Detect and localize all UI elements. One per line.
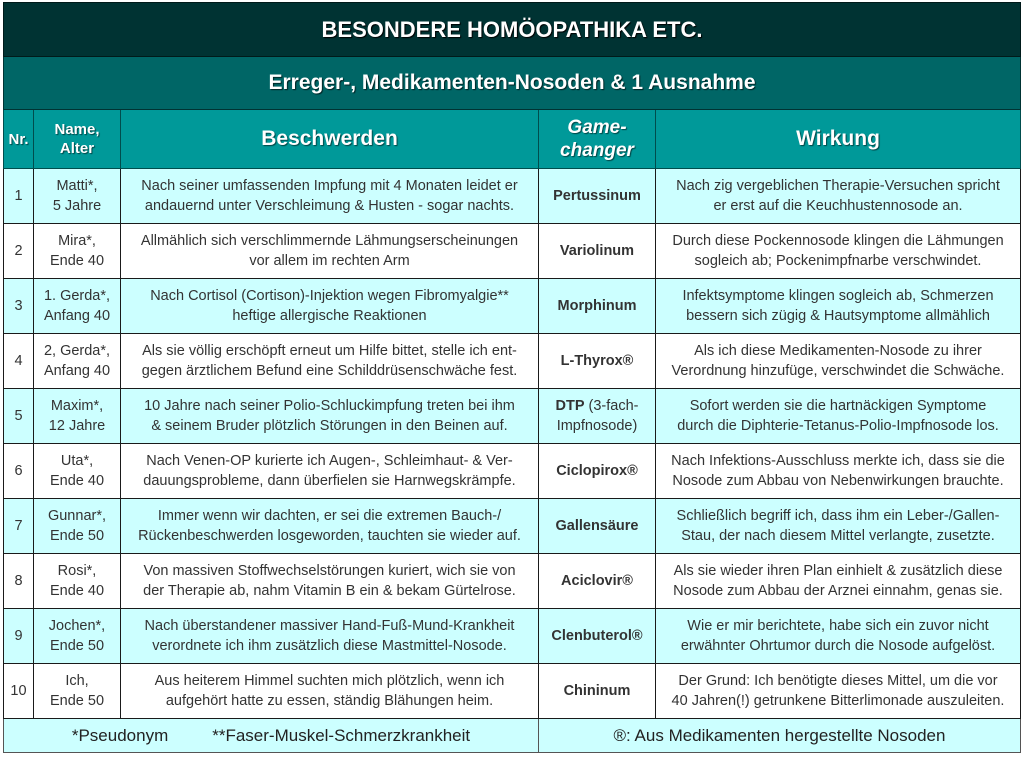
patient-age: Ende 50 xyxy=(49,638,105,654)
effect-line: durch die Diphterie-Tetanus-Polio-Impfnosode los. xyxy=(677,418,999,434)
effect-line: Wie er mir berichtete, habe sich ein zuvor nicht xyxy=(687,618,989,634)
patient-age: Ende 40 xyxy=(49,473,105,489)
cell-effect xyxy=(656,609,1021,664)
patient-age: Anfang 40 xyxy=(43,363,111,379)
complaint-line: Nach seiner umfassenden Impfung mit 4 Monaten leidet er xyxy=(141,178,518,194)
cell-effect xyxy=(656,664,1021,719)
table-row xyxy=(4,279,1021,334)
cell-remedy xyxy=(539,389,656,444)
cell-name-age xyxy=(34,334,121,389)
effect-line: Infektsymptome klingen sogleich ab, Schmerzen xyxy=(682,288,994,304)
cell-name-age xyxy=(34,444,121,499)
complaint-line: Immer wenn wir dachten, er sei die extremen Bauch-/ xyxy=(157,508,502,524)
patient-name: Uta*, xyxy=(60,453,94,469)
footnote-left xyxy=(4,719,539,753)
remedy-name: Ciclopirox® xyxy=(556,463,638,479)
effect-line: 40 Jahren(!) getrunkene Bitterlimonade auszuleiten. xyxy=(671,693,1005,709)
cell-nr: 2 xyxy=(4,224,34,279)
column-header-name-age xyxy=(34,110,121,169)
cell-nr: 1 xyxy=(4,169,34,224)
complaint-line: dauungsprobleme, dann überfielen sie Harnwegskrämpfe. xyxy=(143,473,516,489)
column-header-gamechanger xyxy=(539,110,656,169)
remedy-name: DTP xyxy=(555,398,585,414)
title-row xyxy=(4,3,1021,57)
cell-effect xyxy=(656,499,1021,554)
effect-line: Nach Infektions-Ausschluss merkte ich, dass sie die xyxy=(671,453,1005,469)
column-header-gamechanger-line1: Game- xyxy=(567,117,627,138)
table-subtitle: Erreger-, Medikamenten-Nosoden & 1 Ausnahme xyxy=(4,57,1021,110)
effect-line: sogleich ab; Pockenimpfnarbe verschwindet. xyxy=(694,253,982,269)
cell-remedy xyxy=(539,609,656,664)
effect-line: Nosode zum Abbau von Nebenwirkungen brauchte. xyxy=(672,473,1004,489)
footnote-pseudonym: *Pseudonym xyxy=(71,725,169,745)
cell-complaint xyxy=(121,169,539,224)
effect-line: bessern sich zügig & Hautsymptome allmählich xyxy=(686,308,990,324)
subtitle-row xyxy=(4,57,1021,110)
column-header-age: Alter xyxy=(59,140,95,157)
cell-complaint xyxy=(121,499,539,554)
patient-name: Mira*, xyxy=(58,233,96,249)
column-header-nr: Nr. xyxy=(4,110,34,169)
effect-line: Nosode zum Abbau der Arznei einnahm, genas sie. xyxy=(673,583,1003,599)
cell-effect xyxy=(656,334,1021,389)
patient-age: Ende 40 xyxy=(49,253,105,269)
cell-remedy xyxy=(539,664,656,719)
cell-nr: 9 xyxy=(4,609,34,664)
cell-name-age xyxy=(34,224,121,279)
effect-line: Sofort werden sie die hartnäckigen Symptome xyxy=(689,398,987,414)
patient-age: 5 Jahre xyxy=(52,198,102,214)
cell-remedy xyxy=(539,499,656,554)
remedy-name: Variolinum xyxy=(559,243,635,259)
effect-line: Verordnung hinzufüge, verschwindet die Schwäche. xyxy=(671,363,1005,379)
patient-age: Anfang 40 xyxy=(43,308,111,324)
table-row xyxy=(4,444,1021,499)
complaint-line: & seinem Bruder plötzlich Störungen in den Beinen auf. xyxy=(151,418,508,434)
column-header-row xyxy=(4,110,1021,169)
cell-effect xyxy=(656,554,1021,609)
table-row xyxy=(4,664,1021,719)
column-header-gamechanger-line2: changer xyxy=(560,140,634,161)
table-row xyxy=(4,554,1021,609)
patient-name: Rosi*, xyxy=(57,563,97,579)
remedy-name: Chininum xyxy=(563,683,631,699)
cell-remedy xyxy=(539,224,656,279)
remedy-extra-2: Impfnosode) xyxy=(556,418,638,434)
cell-effect xyxy=(656,279,1021,334)
patient-age: 12 Jahre xyxy=(48,418,106,434)
complaint-line: Als sie völlig erschöpft erneut um Hilfe bittet, stelle ich ent- xyxy=(142,343,517,359)
effect-line: Stau, der nach diesem Mittel verlangte, zusetzte. xyxy=(681,528,995,544)
effect-line: er erst auf die Keuchhustennosode an. xyxy=(713,198,963,214)
patient-name: Matti*, xyxy=(56,178,98,194)
cell-nr: 7 xyxy=(4,499,34,554)
patient-name: 1. Gerda*, xyxy=(43,288,111,304)
table-title: BESONDERE HOMÖOPATHIKA ETC. xyxy=(4,3,1021,57)
patient-age: Ende 50 xyxy=(49,528,105,544)
remedy-name: Pertussinum xyxy=(553,188,641,204)
cell-remedy xyxy=(539,169,656,224)
remedy-name: Gallensäure xyxy=(555,518,639,534)
table-row xyxy=(4,609,1021,664)
complaint-line: vor allem im rechten Arm xyxy=(249,253,410,269)
complaint-line: Allmählich sich verschlimmernde Lähmungserscheinungen xyxy=(140,233,519,249)
complaint-line: heftige allergische Reaktionen xyxy=(232,308,427,324)
complaint-line: gegen ärztlichem Befund eine Schilddrüsenschwäche fest. xyxy=(141,363,518,379)
cell-effect xyxy=(656,224,1021,279)
column-header-complaints: Beschwerden xyxy=(121,110,539,169)
cell-remedy xyxy=(539,279,656,334)
remedy-name: L-Thyrox® xyxy=(560,353,634,369)
cell-name-age xyxy=(34,169,121,224)
effect-line: Nach zig vergeblichen Therapie-Versuchen spricht xyxy=(676,178,1000,194)
cell-nr: 10 xyxy=(4,664,34,719)
cell-effect xyxy=(656,444,1021,499)
table-row xyxy=(4,389,1021,444)
remedy-name: Aciclovir® xyxy=(561,573,633,589)
cell-name-age xyxy=(34,279,121,334)
complaint-line: andauernd unter Verschleimung & Husten - sogar nachts. xyxy=(144,198,515,214)
complaint-line: aufgehört hatte zu essen, ständig Blähungen heim. xyxy=(165,693,494,709)
cell-nr: 5 xyxy=(4,389,34,444)
footnote-fibromyalgia: **Faser-Muskel-Schmerzkrankheit xyxy=(212,725,471,745)
remedy-name: Morphinum xyxy=(557,298,637,314)
effect-line: erwähnter Ohrtumor durch die Nosode aufgelöst. xyxy=(680,638,996,654)
cell-complaint xyxy=(121,664,539,719)
column-header-effect: Wirkung xyxy=(656,110,1021,169)
complaint-line: Rückenbeschwerden losgeworden, tauchten sie wieder auf. xyxy=(138,528,521,544)
cell-effect xyxy=(656,169,1021,224)
patient-name: Gunnar*, xyxy=(47,508,107,524)
column-header-name: Name, xyxy=(54,121,100,138)
cell-name-age xyxy=(34,609,121,664)
effect-line: Durch diese Pockennosode klingen die Lähmungen xyxy=(672,233,1004,249)
footnote-row xyxy=(4,719,1021,753)
cell-remedy xyxy=(539,444,656,499)
table-row xyxy=(4,169,1021,224)
patient-name: Jochen*, xyxy=(48,618,106,634)
cell-complaint xyxy=(121,279,539,334)
patient-name: Maxim*, xyxy=(50,398,104,414)
complaint-line: 10 Jahre nach seiner Polio-Schluckimpfung treten bei ihm xyxy=(144,398,515,414)
cell-complaint xyxy=(121,444,539,499)
table-row xyxy=(4,334,1021,389)
complaint-line: Nach Venen-OP kurierte ich Augen-, Schleimhaut- & Ver- xyxy=(146,453,513,469)
patient-age: Ende 50 xyxy=(49,693,105,709)
cell-name-age xyxy=(34,554,121,609)
complaint-line: Aus heiterem Himmel suchten mich plötzlich, wenn ich xyxy=(154,673,505,689)
complaint-line: Nach Cortisol (Cortison)-Injektion wegen Fibromyalgie** xyxy=(150,288,509,304)
table-row xyxy=(4,224,1021,279)
patient-name: Ich, xyxy=(65,673,89,689)
cell-nr: 6 xyxy=(4,444,34,499)
cell-effect xyxy=(656,389,1021,444)
cell-nr: 8 xyxy=(4,554,34,609)
cell-name-age xyxy=(34,499,121,554)
remedy-name: Clenbuterol® xyxy=(551,628,643,644)
cell-nr: 4 xyxy=(4,334,34,389)
patient-age: Ende 40 xyxy=(49,583,105,599)
cell-nr: 3 xyxy=(4,279,34,334)
complaint-line: Von massiven Stoffwechselstörungen kuriert, wich sie von xyxy=(143,563,516,579)
effect-line: Schließlich begriff ich, dass ihm ein Leber-/Gallen- xyxy=(676,508,1000,524)
table-row xyxy=(4,499,1021,554)
cell-complaint xyxy=(121,554,539,609)
cell-name-age xyxy=(34,664,121,719)
complaint-line: verordnete ich ihm zusätzlich diese Mastmittel-Nosode. xyxy=(152,638,507,654)
effect-line: Als sie wieder ihren Plan einhielt & zusätzlich diese xyxy=(673,563,1003,579)
complaint-line: Nach überstandener massiver Hand-Fuß-Mund-Krankheit xyxy=(144,618,515,634)
cell-complaint xyxy=(121,389,539,444)
cell-complaint xyxy=(121,224,539,279)
complaint-line: der Therapie ab, nahm Vitamin B ein & bekam Gürtelrose. xyxy=(143,583,516,599)
cell-complaint xyxy=(121,609,539,664)
effect-line: Als ich diese Medikamenten-Nosode zu ihrer xyxy=(694,343,982,359)
remedy-extra: (3-fach- xyxy=(584,398,639,414)
patient-name: 2, Gerda*, xyxy=(43,343,111,359)
cell-name-age xyxy=(34,389,121,444)
cell-complaint xyxy=(121,334,539,389)
cell-remedy xyxy=(539,554,656,609)
remedies-table xyxy=(3,2,1021,753)
footnote-registered: ®: Aus Medikamenten hergestellte Nosoden xyxy=(539,719,1021,753)
cell-remedy xyxy=(539,334,656,389)
effect-line: Der Grund: Ich benötigte dieses Mittel, um die vor xyxy=(678,673,998,689)
